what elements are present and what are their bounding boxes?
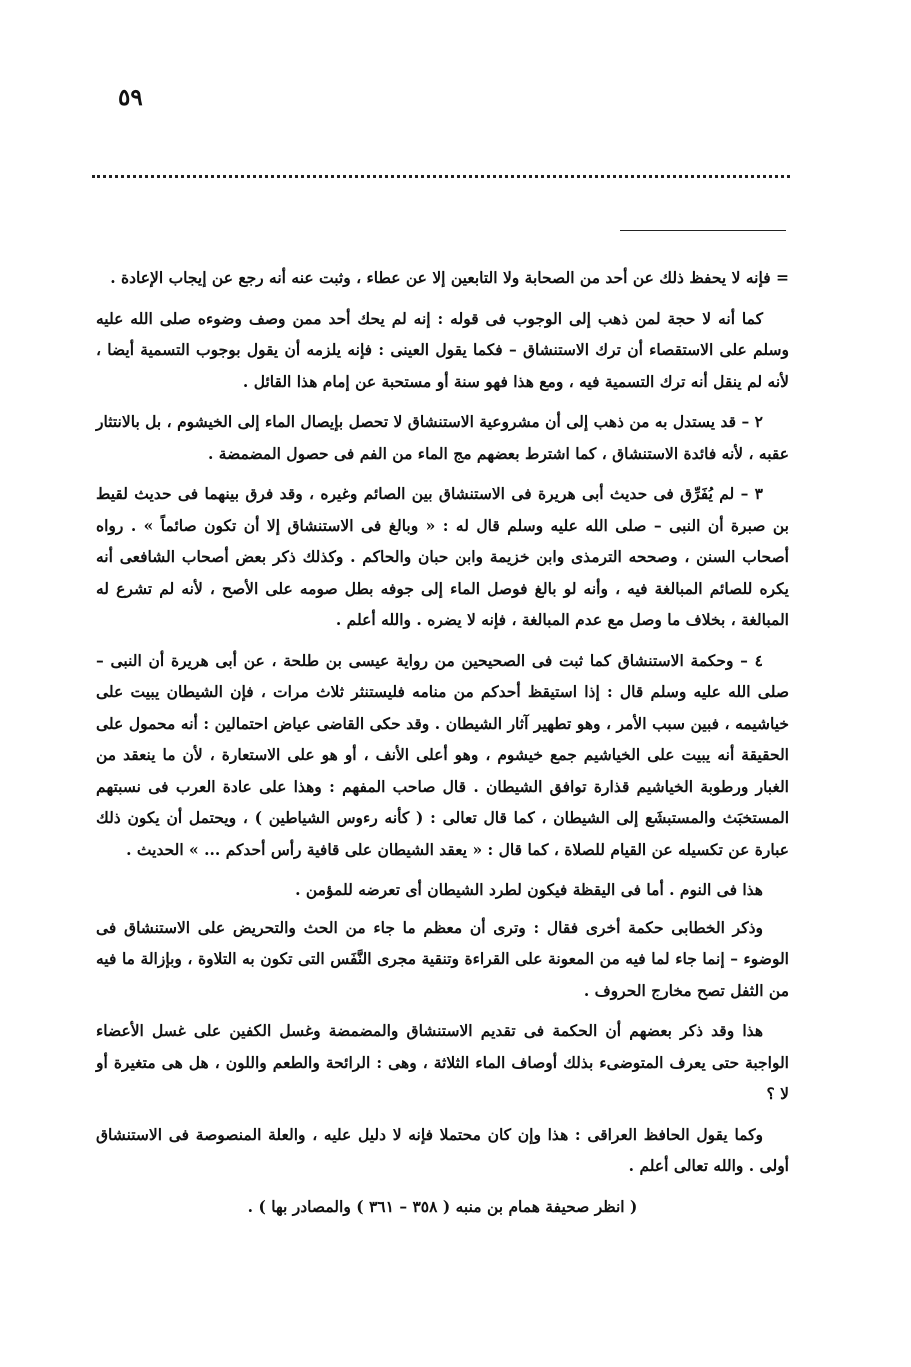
paragraph-order-wisdom: هذا وقد ذكر بعضهم أن الحكمة فى تقديم الاستنشاق والمضمضة وغسل الكفين على غسل الأعضاء الواجبة حتى يعرف المتوضىء بذلك أوصاف الماء الثلاثة ، وهى : الرائحة والطعم واللون ، هل هى متغيرة أو لا ؟ xyxy=(96,1021,789,1103)
footnote-rule xyxy=(620,230,786,231)
dotted-separator xyxy=(92,175,790,178)
reference-note: ( انظر صحيفة همام بن منبه ( ٣٥٨ – ٣٦١ ) والمصادر بها ) . xyxy=(247,1196,638,1216)
paragraph-no-proof: كما أنه لا حجة لمن ذهب إلى الوجوب فى قوله : إنه لم يحك أحد ممن وصف وضوءه صلى الله عليه وسلم على الاستقصاء أن ترك الاستنشاق – فكما يقول العينى : فإنه يلزمه أن يقول بوجوب التسمية أيضا ، لأنه لم ينقل أنه ترك التسمية فيه ، ومع هذا فهو سنة أو مستحبة عن إمام هذا القائل . xyxy=(96,308,789,391)
paragraph-khattabi: وذكر الخطابى حكمة أخرى فقال : وترى أن معظم ما جاء من الحث والتحريض على الاستنشاق فى الوضوء – إنما جاء لما فيه من المعونة على القراءة وتنقية مجرى النَّفَس التى تكون به التلاوة ، وبإزالة ما فيه من الثفل تصح مخارج الحروف . xyxy=(96,917,789,1000)
paragraph-point-4: ٤ – وحكمة الاستنشاق كما ثبت فى الصحيحين من رواية عيسى بن طلحة ، عن أبى هريرة أن النبى – صلى الله عليه وسلم قال : إذا استيقظ أحدكم من منامه فليستنثر ثلاث مرات ، فإن الشيطان يبيت على خياشيمه ، فبين سبب الأمر ، وهو تطهير آثار الشيطان . وقد حكى القاضى عياض احتمالين : أنه محمول على الحقيقة أنه يبيت على الخياشيم جمع خيشوم ، وهو أعلى الأنف ، أو هو على الاستعارة ، لأن ما ينعقد من الغبار ورطوبة الخياشيم قذارة توافق الشيطان . قال صاحب المفهم : وهذا على عادة العرب فى نسبتهم المستخبَث والمستبشَع إلى الشيطان ، كما قال تعالى : ( كأنه رءوس الشياطين ) ، ويحتمل أن يكون ذلك عبارة عن تكسيله عن القيام للصلاة ، كما قال : « يعقد الشيطان على قافية رأس أحدكم ... » الحديث . xyxy=(96,650,789,859)
paragraph-sleep: هذا فى النوم . أما فى اليقظة فيكون لطرد الشيطان أى تعرضه للمؤمن . xyxy=(295,880,763,899)
paragraph-continuation: = فإنه لا يحفظ ذلك عن أحد من الصحابة ولا التابعين إلا عن عطاء ، وثبت عنه أنه رجع عن إيجاب الإعادة . xyxy=(110,268,789,287)
paragraph-point-3: ٣ – لم يُفَرِّق فى حديث أبى هريرة فى الاستنشاق بين الصائم وغيره ، وقد فرق بينهما فى حديث لقيط بن صبرة أن النبى – صلى الله عليه وسلم قال له : « وبالغ فى الاستنشاق إلا أن تكون صائماً » . رواه أصحاب السنن ، وصححه الترمذى وابن خزيمة وابن حبان والحاكم . وكذلك ذكر بعض أصحاب الشافعى أنه يكره للصائم المبالغة فيه ، وأنه لو بالغ فوصل الماء إلى جوفه بطل صومه على الأصح ، لأنه لم تشرع له المبالغة ، بخلاف ما وصل مع عدم المبالغة ، فإنه لا يضره . والله أعلم . xyxy=(96,484,789,629)
body-text xyxy=(96,262,789,1231)
paragraph-iraqi: وكما يقول الحافظ العراقى : هذا وإن كان محتملا فإنه لا دليل عليه ، والعلة المنصوصة فى الاستنشاق أولى . والله تعالى أعلم . xyxy=(96,1124,789,1175)
page-number: ٥٩ xyxy=(118,84,143,111)
paragraph-point-2: ٢ – قد يستدل به من ذهب إلى أن مشروعية الاستنشاق لا تحصل بإيصال الماء إلى الخيشوم ، بل بالانتثار عقبه ، لأنه فائدة الاستنشاق ، كما اشترط بعضهم مج الماء من الفم فى حصول المضمضة . xyxy=(96,412,789,463)
